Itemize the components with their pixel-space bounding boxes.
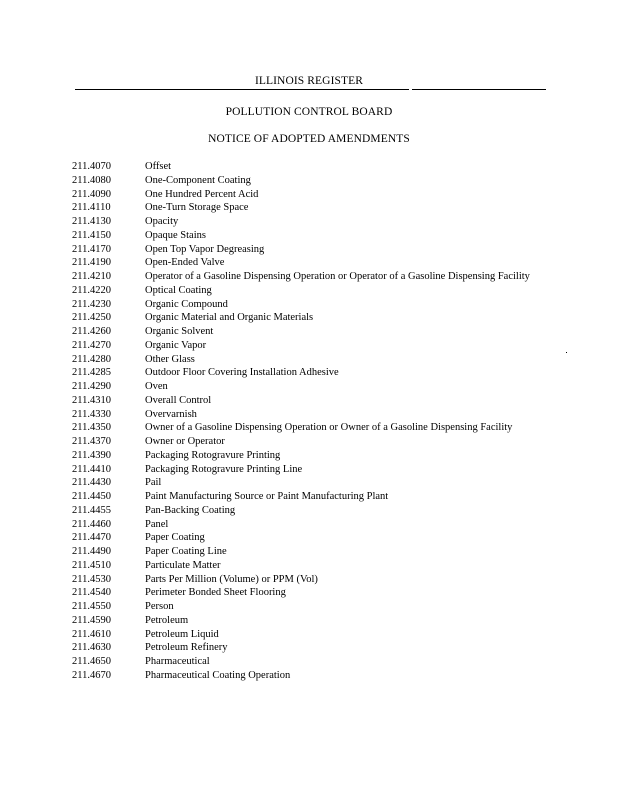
section-row [72,490,572,504]
section-number: 211.4540 [72,587,111,599]
section-title: Packaging Rotogravure Printing Line [145,463,303,475]
section-number: 211.4090 [72,188,111,200]
section-title: Overall Control [145,394,212,406]
section-number: 211.4670 [72,669,111,681]
header-rule-right [412,89,546,90]
section-number: 211.4285 [72,367,111,379]
register-title: ILLINOIS REGISTER [254,75,364,87]
section-row [72,215,572,229]
section-number: 211.4150 [72,229,111,241]
section-title: Outdoor Floor Covering Installation Adhesive [145,367,339,379]
section-title: Petroleum [145,614,189,626]
section-number: 211.4650 [72,656,111,667]
section-row [72,628,572,642]
section-row [72,174,572,188]
section-number: 211.4220 [72,284,111,296]
section-number: 211.4130 [72,216,111,227]
section-title: Organic Vapor [145,339,207,351]
section-title: Petroleum Liquid [145,628,219,640]
section-number: 211.4630 [72,642,111,654]
section-row [72,518,572,532]
section-number: 211.4310 [72,394,111,406]
section-number: 211.4210 [72,271,111,282]
section-title: Open Top Vapor Degreasing [145,243,265,255]
section-number: 211.4070 [72,161,111,172]
section-title: Paper Coating [145,532,205,544]
section-row [72,641,572,655]
section-number: 211.4080 [72,174,111,186]
section-number: 211.4590 [72,614,111,626]
section-row [72,669,572,683]
section-title: Pharmaceutical Coating Operation [145,669,291,681]
section-title: Particulate Matter [145,559,221,571]
section-row [72,311,572,325]
section-title: Panel [145,518,169,530]
section-row [72,284,572,298]
header-rule-left [75,89,409,90]
section-row [72,504,572,518]
section-title: Organic Material and Organic Materials [145,312,314,324]
section-title: Overvarnish [145,408,197,420]
section-row [72,298,572,312]
section-title: One Hundred Percent Acid [145,188,259,200]
section-number: 211.4490 [72,546,111,557]
section-title: Owner of a Gasoline Dispensing Operation or Owner of a Gasoline Dispensing Facility [145,422,513,434]
section-title: Parts Per Million (Volume) or PPM (Vol) [145,573,318,585]
notice-title: NOTICE OF ADOPTED AMENDMENTS [208,133,410,145]
section-row [72,559,572,573]
section-row [72,435,572,449]
section-number: 211.4260 [72,326,111,337]
section-number: 211.4430 [72,477,111,489]
section-number: 211.4230 [72,298,111,310]
section-title: Organic Solvent [145,326,214,337]
section-row [72,353,572,367]
section-title: Organic Compound [145,298,228,310]
section-title: Opaque Stains [145,229,206,241]
section-number: 211.4455 [72,504,111,516]
section-row [72,325,572,339]
section-title: Packaging Rotogravure Printing [145,449,281,461]
section-title: Other Glass [145,353,195,365]
section-row [72,229,572,243]
agency-name: POLLUTION CONTROL BOARD [225,106,393,118]
scan-speck [566,352,567,353]
section-number: 211.4370 [72,436,111,447]
section-row [72,476,572,490]
section-row [72,408,572,422]
section-number: 211.4330 [72,408,111,420]
section-number: 211.4390 [72,449,111,461]
section-title: Person [145,601,174,612]
section-title: One-Turn Storage Space [145,202,249,214]
section-title: Petroleum Refinery [145,642,228,654]
section-title: Operator of a Gasoline Dispensing Operation or Operator of a Gasoline Dispensing Facility [145,271,530,282]
section-row [72,463,572,477]
section-row [72,366,572,380]
section-row [72,586,572,600]
section-row [72,201,572,215]
section-list [72,160,572,683]
section-title: Opacity [145,216,179,227]
section-number: 211.4410 [72,463,111,475]
section-title: One-Component Coating [145,174,251,186]
section-title: Optical Coating [145,284,212,296]
section-number: 211.4460 [72,518,111,530]
section-number: 211.4350 [72,422,111,434]
section-number: 211.4470 [72,532,111,544]
section-title: Pharmaceutical [145,656,210,667]
section-row [72,545,572,559]
section-number: 211.4270 [72,339,111,351]
section-row [72,531,572,545]
section-number: 211.4250 [72,312,111,324]
section-row [72,270,572,284]
section-number: 211.4280 [72,353,111,365]
section-number: 211.4610 [72,628,111,640]
section-title: Owner or Operator [145,436,225,447]
section-row [72,449,572,463]
section-title: Paint Manufacturing Source or Paint Manufacturing Plant [145,491,389,502]
section-title: Pan-Backing Coating [145,504,236,516]
section-number: 211.4530 [72,573,111,585]
section-row [72,256,572,270]
section-row [72,614,572,628]
section-row [72,573,572,587]
section-title: Offset [145,161,172,172]
section-row [72,188,572,202]
section-row [72,655,572,669]
section-number: 211.4510 [72,559,111,571]
section-title: Paper Coating Line [145,546,227,557]
section-row [72,421,572,435]
section-row [72,600,572,614]
section-title: Oven [145,381,168,392]
section-number: 211.4170 [72,243,111,255]
section-row [72,394,572,408]
section-title: Perimeter Bonded Sheet Flooring [145,587,286,599]
section-number: 211.4550 [72,601,111,612]
section-number: 211.4290 [72,381,111,392]
section-row [72,380,572,394]
section-row [72,243,572,257]
section-row [72,339,572,353]
section-row [72,160,572,174]
section-number: 211.4450 [72,491,111,502]
section-title: Open-Ended Valve [145,257,225,269]
section-title: Pail [145,477,162,489]
section-number: 211.4190 [72,257,111,269]
section-number: 211.4110 [72,202,111,214]
